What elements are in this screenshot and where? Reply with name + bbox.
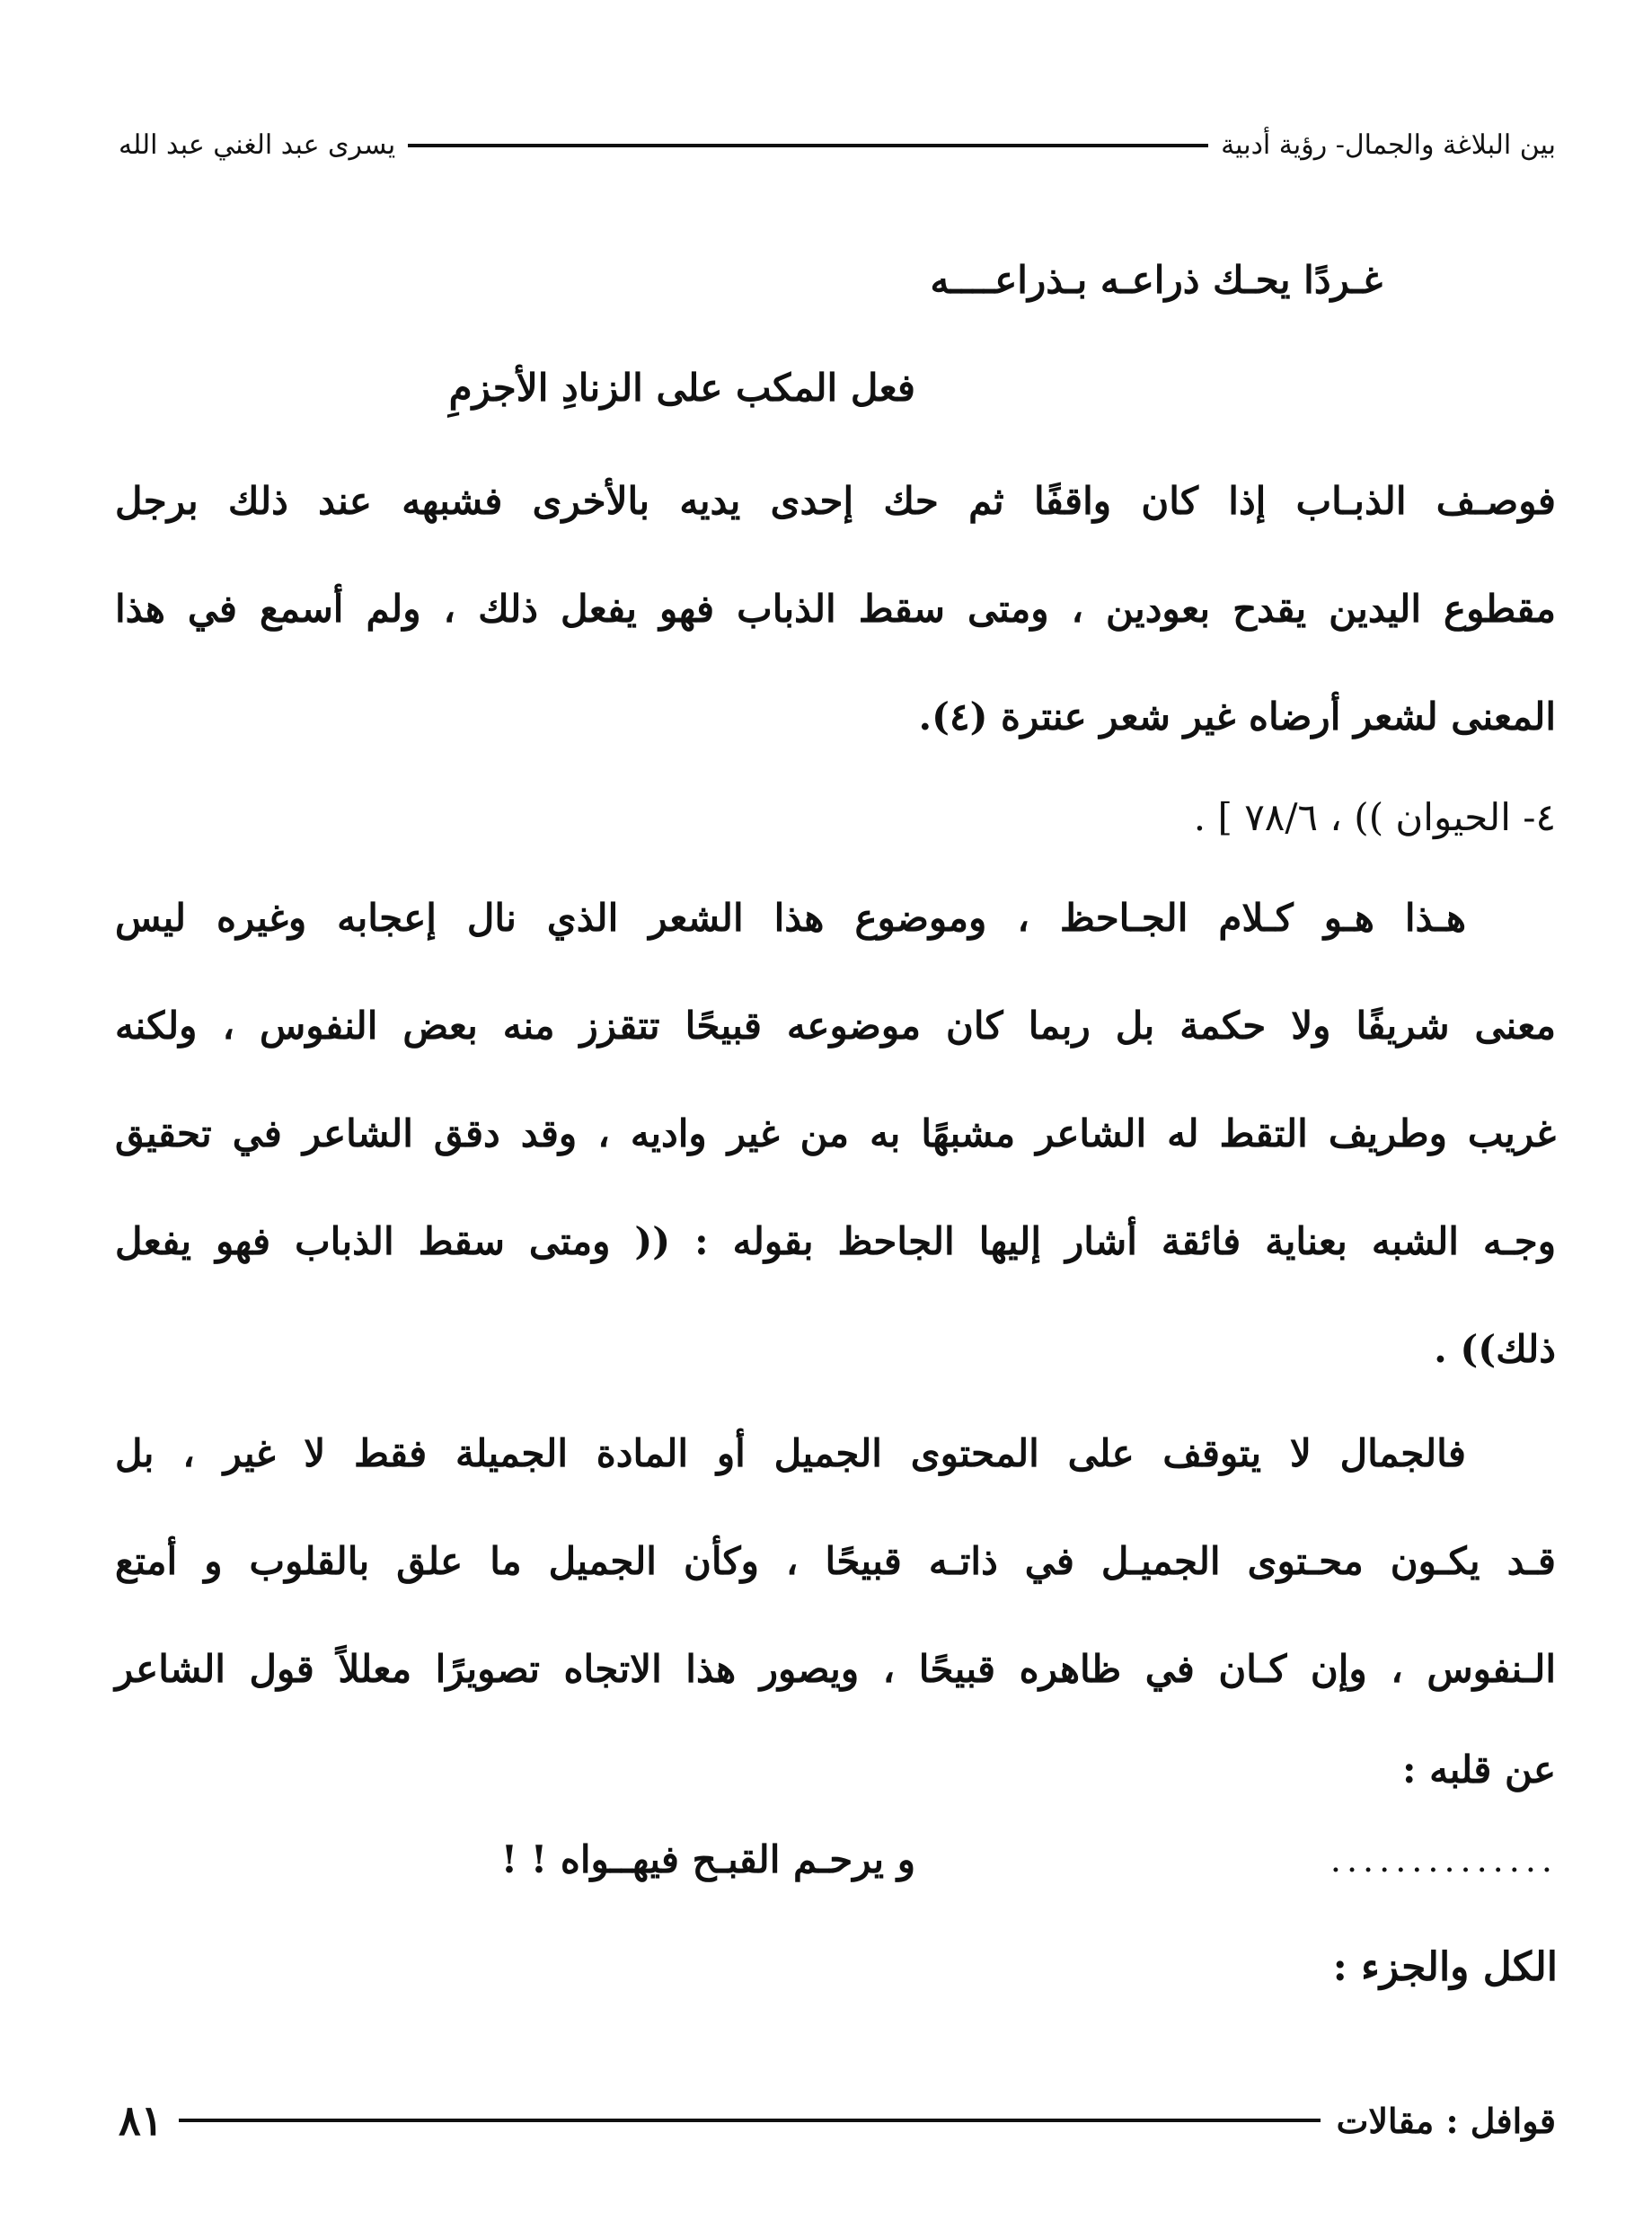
paragraph-3-line-1 — [115, 1427, 1556, 1481]
verse-ellipsis: .............. — [1330, 1840, 1558, 1880]
paragraph-3-line-3: الـنفوس ، وإن كـان في ظاهره قبيحًا ، ويصور هذا الاتجاه تصويرًا معللاً قول الشاعر — [115, 1647, 1556, 1691]
page-number: ٨١ — [119, 2096, 163, 2145]
footnote: ٤- الحيوان )) ، ٧٨/٦ ] . — [1193, 795, 1556, 839]
section-heading: الكل والجزء : — [1332, 1944, 1558, 1990]
paragraph-2-line-2: معنى شريفًا ولا حكمة بل ربما كان موضوعه قبيحًا تتقزز منه بعض النفوس ، ولكنه — [115, 1004, 1556, 1048]
paragraph-2-line-1 — [115, 891, 1556, 945]
footer-rule — [179, 2119, 1320, 2122]
poem-line-2: فعل المكب على الزنادِ الأجزمِ — [448, 366, 915, 410]
paragraph-2-line-4: وجـه الشبه بعناية فائقة أشار إليها الجاحظ بقوله : (( ومتى سقط الذباب فهو يفعل — [115, 1219, 1556, 1263]
paragraph-2-line-1-text: هـذا هـو كـلام الجـاحظ ، وموضوع هذا الشعر الذي نال إعجابه وغيره ليس — [115, 896, 1466, 940]
paragraph-3-line-4: عن قلبه : — [1402, 1748, 1556, 1792]
page-footer — [119, 2092, 1556, 2149]
poem-line-1: غـردًا يحـك ذراعـه بـذراعــــه — [930, 258, 1383, 302]
header-rule — [408, 144, 1208, 147]
running-header — [119, 126, 1556, 165]
book-title: بين البلاغة والجمال- رؤية أدبية — [1221, 129, 1556, 161]
paragraph-2-line-5: ذلك)) . — [1434, 1327, 1556, 1371]
paragraph-1-line-2: مقطوع اليدين يقدح بعودين ، ومتى سقط الذباب فهو يفعل ذلك ، ولم أسمع في هذا — [115, 587, 1556, 631]
author-name: يسرى عبد الغني عبد الله — [119, 129, 396, 161]
paragraph-2-line-3: غريب وطريف التقط له الشاعر مشبهًا به من غير واديه ، وقد دقق الشاعر في تحقيق — [115, 1111, 1556, 1155]
paragraph-3-line-1-text: فالجمال لا يتوقف على المحتوى الجميل أو المادة الجميلة فقط لا غير ، بل — [115, 1431, 1466, 1475]
paragraph-1-line-3: المعنى لشعر أرضاه غير شعر عنترة (٤). — [918, 695, 1556, 739]
paragraph-1-line-1: فوصـف الذبـاب إذا كان واقفًا ثم حك إحدى يديه بالأخرى فشبهه عند ذلك برجل — [115, 479, 1556, 523]
footer-label: قوافل : مقالات — [1336, 2100, 1556, 2141]
paragraph-3-line-2: قـد يكـون محـتوى الجميـل في ذاتـه قبيحًا ، وكأن الجميل ما علق بالقلوب و أمتع — [115, 1539, 1556, 1583]
verse-text: و يرحـم القبـح فيهــواه ! ! — [500, 1837, 915, 1881]
